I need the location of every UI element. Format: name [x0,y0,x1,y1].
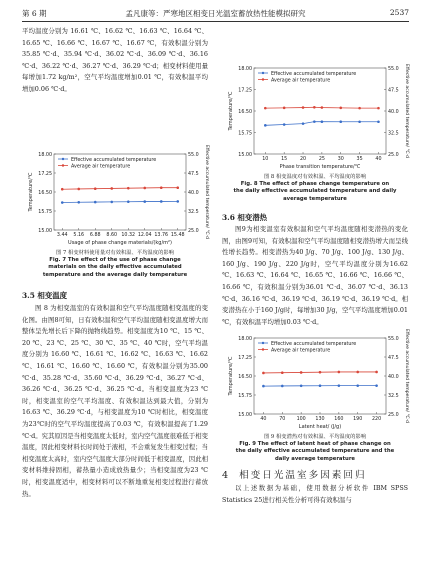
y-tick-label: 16.50 [38,191,52,196]
legend-marker [262,78,264,80]
y2-axis-label: Effective accumulated temperature/ ℃·d [404,63,409,159]
header-rule [22,21,409,22]
figure-9-caption-en-1: Fig. 9 The effect of latent heat of phase change on [239,441,391,448]
data-point-average-temp [302,106,305,109]
figure-9-caption [222,434,408,463]
figure-9-caption-en-2: the daily effective accumulated temperature and the [235,448,395,455]
data-point-effective-temp [377,120,380,123]
right-paragraph-1 [222,224,408,328]
x-tick-label: 190 [353,417,363,422]
data-point-average-temp [358,107,361,110]
data-point-average-temp [283,107,286,110]
y2-tick-label: 32.5 [188,210,199,215]
legend-marker [262,72,264,74]
x-tick-label: 160 [334,417,344,422]
data-point-effective-temp [143,200,146,203]
y2-tick-label: 47.5 [388,88,399,94]
page-number: 2537 [389,8,409,17]
figure-7-caption-cn: 图 7 相变材料使用量对有效积温、平均温度的影响 [56,250,174,256]
y2-tick-label: 55.0 [388,337,399,342]
y-tick-label: 18.00 [238,337,252,342]
section-heading-3-6: 3.6 相变潜热 [222,213,267,222]
x-tick-label: 8.60 [106,233,118,238]
figure-9-caption-cn: 图 9 相变潜热对有效积温、平均温度的影响 [263,434,367,440]
figure-8-svg [226,64,408,174]
legend-marker [262,342,264,344]
data-point-effective-temp [61,201,64,204]
running-title: 孟凡康等：严寒地区相变日光温室蓄放热性能模拟研究 [125,9,306,18]
y2-tick-label: 25.0 [388,413,399,418]
figure-8-caption-en-1: Fig. 8 The effect of phase change temperature on [240,181,390,188]
legend-label: Average air temperature [271,348,331,354]
section-heading-3-5: 3.5 相变温度 [22,291,67,300]
left-text-1: 平均温度分别为 16.61 ℃、16.62 ℃、16.63 ℃、16.64 ℃、16.65 ℃、16.66 ℃、16.67 ℃、16.67 ℃，有效积温分别为35.85 ℃·d、35.94 ℃·d、36.02 ℃·d、36.09 ℃·d、36.16 ℃·d、36.22 ℃·d、36.27 ℃·d、36.29 ℃·d；相变材料使用量每增加1.72 kg/m²，空气平均温度增加0.01 ℃，有效积温平均增加0.06 ℃·d。 [22,27,208,93]
right-text-2: 以上述数据为基础，使用数据分析软件 IBM SPSS Statistics 25进行相关性分析可得有效积温与 [222,484,408,504]
data-point-average-temp [319,371,322,374]
data-point-effective-temp [127,200,130,203]
x-axis-label: Latent heat/ (J/g) [298,424,342,430]
y-axis-label: Temperature/℃ [228,356,234,396]
y2-axis-label: Effective accumulated temperature/ ℃·d [204,144,209,240]
data-point-effective-temp [338,384,341,387]
data-point-average-temp [176,186,179,189]
legend-label: Average air temperature [71,164,131,170]
figure-8-caption-en-2: the daily effective accumulated temperature and daily [233,188,397,195]
y-tick-label: 15.00 [238,153,252,158]
legend-label: Effective accumulated temperature [271,341,357,347]
y-tick-label: 15.75 [238,131,252,137]
section-4-title: 相变日光温室多因素回归 [239,470,367,481]
y-axis-label: Temperature/℃ [228,91,234,131]
data-point-average-temp [77,188,80,191]
x-tick-label: 40 [375,157,382,162]
y-tick-label: 15.75 [38,210,52,215]
data-point-average-temp [110,187,113,190]
data-point-effective-temp [313,120,316,123]
x-tick-label: 25 [318,157,325,162]
x-tick-label: 70 [279,417,286,422]
y2-tick-label: 25.0 [188,229,199,234]
y2-axis-label: Effective accumulated temperature/ ℃·d [404,328,409,424]
y-tick-label: 18.00 [238,67,252,72]
data-point-effective-temp [264,124,267,127]
data-point-effective-temp [319,384,322,387]
figure-9-chart [226,328,409,434]
data-point-effective-temp [375,384,378,387]
data-point-average-temp [313,106,316,109]
figure-7-caption-en-3: temperature and the average daily temperature [42,271,188,278]
right-text-1: 图9为相变温室有效积温和空气平均温度随相变潜热的变化图，由图9可知，有效积温和空气平均温度随相变潜热增大而呈线性增长趋势。相变潜热为40 J/g、70 J/g、100 J/g、130 J/g、160 J/g、190 J/g、220 J/g时，空气平均温度分别为16.62 ℃、16.63 ℃、16.64 ℃、16.65 ℃、16.66 ℃、16.66 ℃、16.66 ℃，有效积温分别为36.01 ℃·d、36.07 ℃·d、36.13 ℃·d、36.16 ℃·d、36.19 ℃·d、36.19 ℃·d、36.19 ℃·d。相变潜热在小于160 J/g时，每增加30 J/g，空气平均温度增加0.01 ℃，有效积温平均增加0.03 ℃·d。 [222,225,409,326]
y2-tick-label: 40.0 [188,191,199,196]
x-tick-label: 3.44 [56,233,68,238]
y2-tick-label: 47.5 [188,172,199,177]
y-tick-label: 17.25 [238,356,252,361]
left-paragraph-1 [22,26,208,96]
data-point-average-temp [262,372,265,375]
legend-label: Average air temperature [271,78,331,84]
data-point-average-temp [338,371,341,374]
y2-tick-label: 25.0 [388,153,399,158]
y-tick-label: 15.00 [38,229,52,234]
y2-tick-label: 40.0 [388,110,399,115]
figure-7-caption-en-2: materials on the daily effective accumulated [48,264,182,271]
data-point-effective-temp [160,200,163,203]
x-axis-label: Phase transition temperature/℃ [279,164,361,170]
data-point-effective-temp [339,120,342,123]
data-point-average-temp [143,187,146,190]
right-paragraph-2 [222,483,408,506]
y-tick-label: 15.00 [238,413,252,418]
data-point-average-temp [61,188,64,191]
y-tick-label: 17.25 [238,88,252,94]
figure-8-caption-en-3: average temperature [283,195,347,202]
data-point-average-temp [300,371,303,374]
legend-label: Effective accumulated temperature [271,71,357,77]
data-point-effective-temp [302,122,305,125]
y2-tick-label: 40.0 [388,375,399,380]
x-tick-label: 5.16 [73,233,85,238]
y2-tick-label: 32.5 [388,131,399,137]
data-point-effective-temp [356,384,359,387]
y-tick-label: 16.50 [238,375,252,380]
left-paragraph-2 [22,303,208,500]
y2-tick-label: 47.5 [388,356,399,361]
x-tick-label: 10 [262,157,269,162]
y-tick-label: 18.00 [38,153,52,158]
y-tick-label: 16.50 [238,110,252,115]
x-tick-label: 13.76 [154,233,169,238]
legend-label: Effective accumulated temperature [71,157,157,163]
x-tick-label: 40 [260,417,267,422]
figure-7-caption-en-1: Fig. 7 The effect of the use of phase change [49,257,181,264]
x-axis-label: Usage of phase change materials/(kg/m²) [68,240,172,246]
data-point-effective-temp [321,120,324,123]
data-point-average-temp [321,106,324,109]
x-tick-label: 30 [337,157,344,162]
x-tick-label: 12.04 [137,233,152,238]
data-point-effective-temp [110,201,113,204]
data-point-average-temp [356,371,359,374]
figure-8-chart [226,64,408,174]
y2-tick-label: 55.0 [388,67,399,72]
x-tick-label: 20 [299,157,307,162]
x-tick-label: 15.48 [170,233,185,238]
section-4-number: 4 [222,470,229,481]
x-tick-label: 220 [371,417,382,422]
data-point-effective-temp [281,385,284,388]
data-point-effective-temp [176,200,179,203]
figure-8-caption [222,174,408,203]
data-point-effective-temp [300,385,303,388]
x-tick-label: 100 [296,417,306,422]
y2-tick-label: 55.0 [188,153,199,158]
legend-marker [262,348,264,350]
data-point-average-temp [127,187,130,190]
x-tick-label: 35 [356,157,363,162]
left-text-2: 图 8 为相变温室的有效积温和空气平均温度随相变温度的变化图。由图8可知，日有效积温和空气平均温度随相变温度增大而整体呈先增长后下降的抛物线趋势。相变温度为10 ℃、15 ℃、20 ℃、23 ℃、25 ℃、30 ℃、35 ℃、40 ℃时，空气平均温度分别为 16.60 ℃、16.61 ℃、16.62 ℃、16.63 ℃、16.62 ℃、16.61 ℃、16.60 ℃、16.60 ℃，有效积温分别为35.00 ℃·d、35.28 ℃·d、35.60 ℃·d、36.29 ℃·d、36.27 ℃·d、36.26 ℃·d、36.25 ℃·d、36.25 ℃·d。当相变温度为23 ℃时，相变温室的空气平均温度、有效积温达到最大值，分别为16.63 ℃、36.29 ℃·d，与相变温度为10 ℃时相比，相变温度为23℃时的空气平均温度提高了0.03 ℃，有效积温提高了1.29 ℃·d。究其原因是当相变温度太低时，室内空气温度很难低于相变温度，因此相变材料长时间处于液相，不会重复发生相变过程；当相变温度太高时，室内空气温度大部分时间低于相变温度，因此相变材料维持固相，蓄热量小造成放热量少；当相变温度为23 ℃时，相变温度适中，相变材料可以不断地重复相变过程进行蓄放热。 [22,304,208,498]
data-point-effective-temp [94,201,97,204]
x-tick-label: 15 [281,157,288,162]
data-point-effective-temp [262,385,265,388]
data-point-average-temp [264,107,267,110]
data-point-average-temp [160,186,163,189]
x-tick-label: 10.32 [121,233,136,238]
data-point-effective-temp [358,120,361,123]
legend-marker [62,158,64,160]
y-tick-label: 15.75 [238,394,252,399]
figure-8-caption-cn: 图 8 相变温度对有效积温、平均温度的影响 [263,174,367,180]
issue-number: 第 6 期 [22,9,47,18]
data-point-effective-temp [283,123,286,126]
section-heading-4 [222,467,367,481]
data-point-average-temp [339,107,342,110]
figure-9-svg [226,328,409,434]
x-tick-label: 130 [315,417,325,422]
figure-7-caption [22,250,208,279]
data-point-effective-temp [77,201,80,204]
y-axis-label: Temperature/℃ [28,172,34,212]
data-point-average-temp [94,187,97,190]
data-point-average-temp [375,371,378,374]
data-point-average-temp [281,371,284,374]
data-point-average-temp [377,107,380,110]
y2-tick-label: 32.5 [388,394,399,399]
figure-7-svg [26,144,209,250]
x-tick-label: 6.88 [89,233,101,238]
y-tick-label: 17.25 [38,172,52,177]
figure-7-chart [26,144,209,250]
running-header [22,6,409,20]
legend-marker [62,164,64,166]
figure-9-caption-en-3: daily average temperature [274,455,356,462]
